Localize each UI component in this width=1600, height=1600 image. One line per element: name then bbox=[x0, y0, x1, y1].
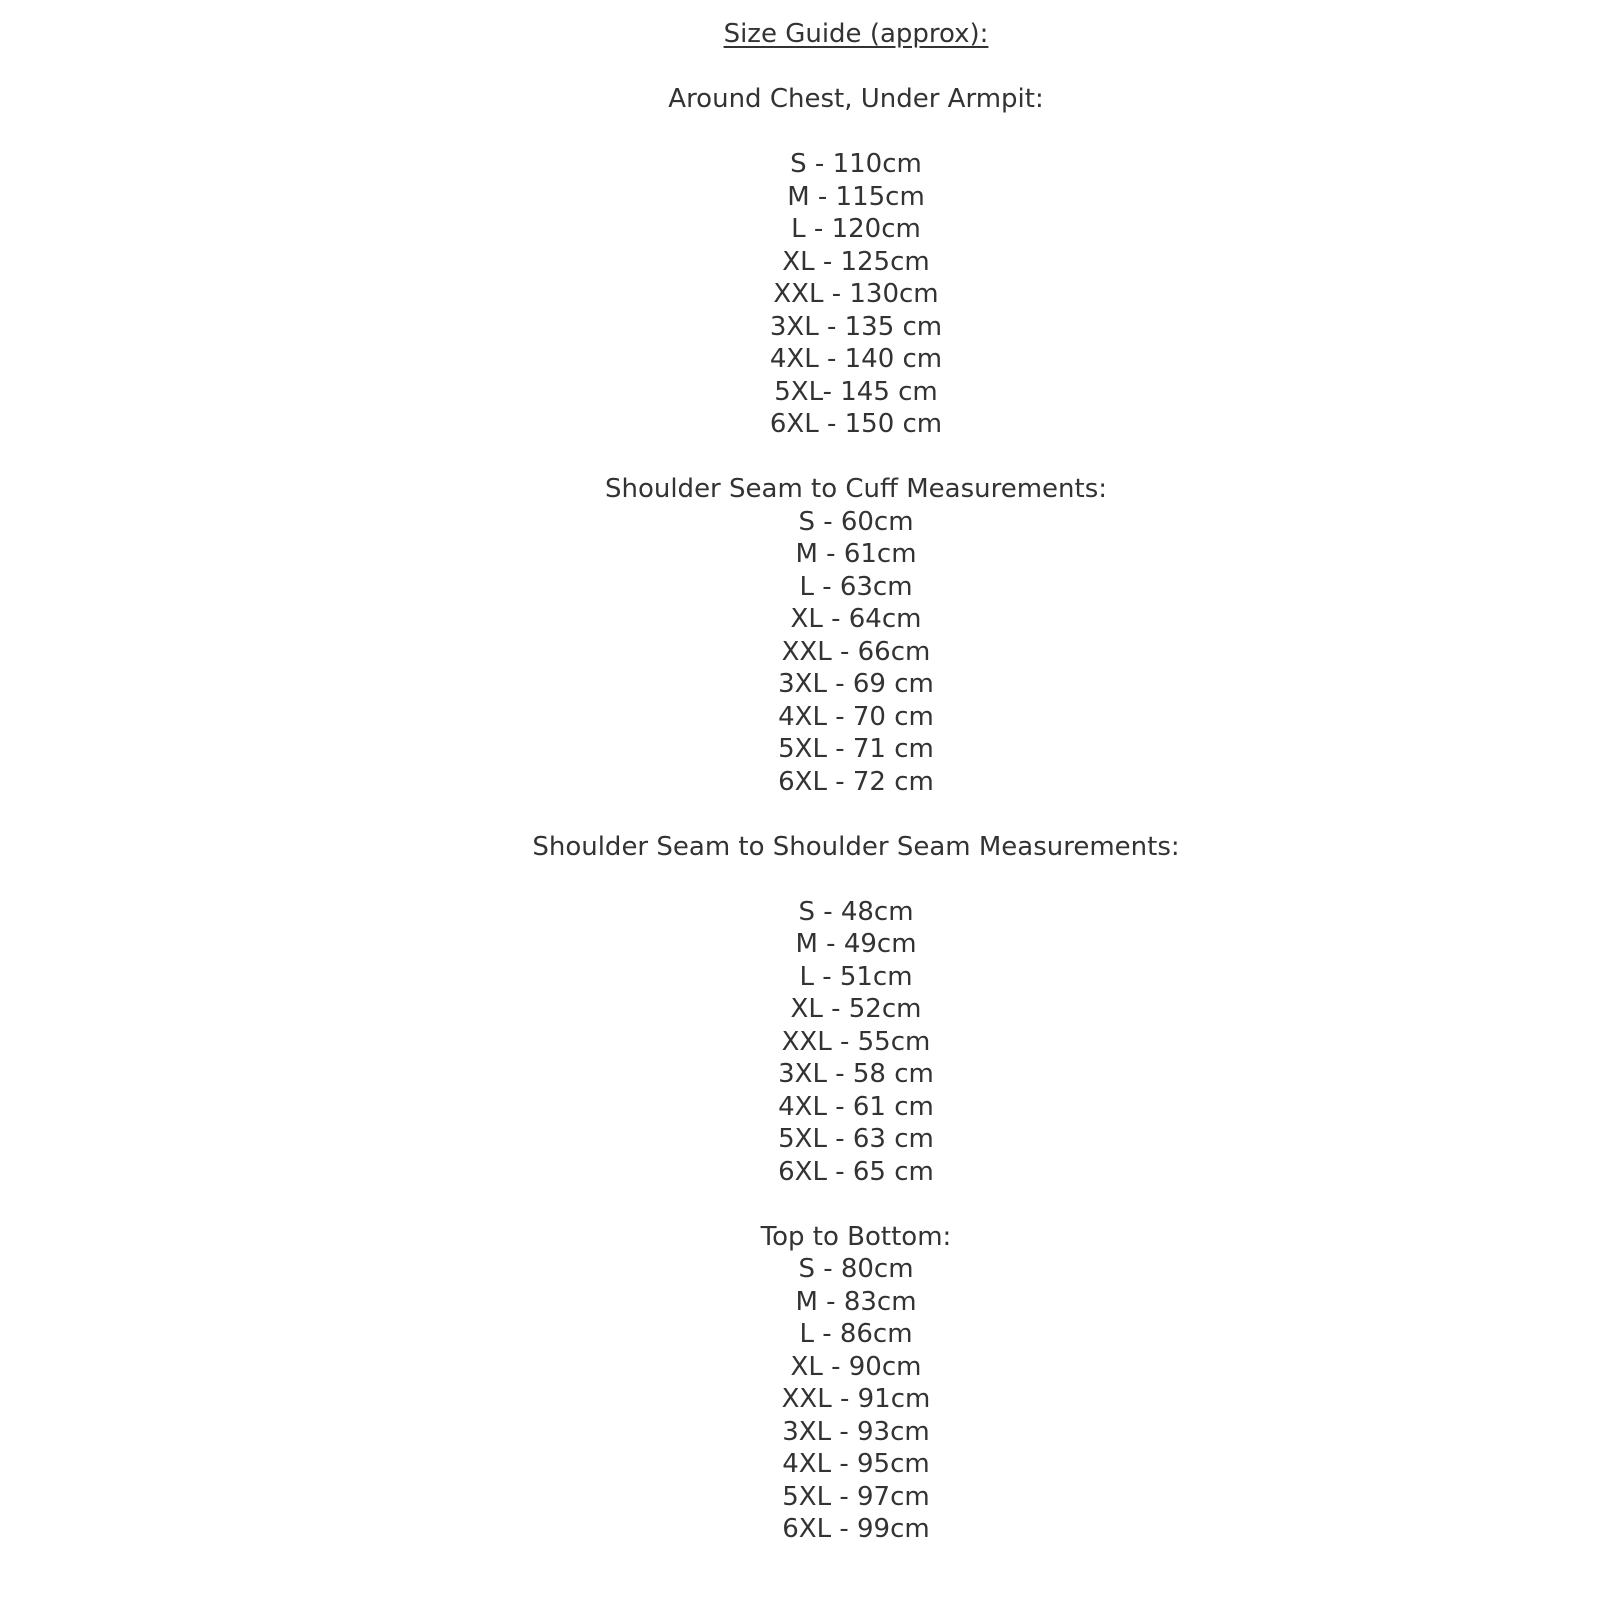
size-item: L - 51cm bbox=[799, 961, 913, 992]
size-item: 6XL - 72 cm bbox=[778, 766, 934, 797]
size-item: XL - 64cm bbox=[790, 604, 922, 634]
blank-line bbox=[112, 51, 1600, 84]
size-item: 4XL - 70 cm bbox=[778, 701, 934, 732]
size-item: 3XL - 69 cm bbox=[778, 669, 934, 699]
size-item: 5XL - 71 cm bbox=[778, 734, 934, 764]
size-item: 6XL - 150 cm bbox=[769, 409, 943, 439]
size-item: 3XL - 135 cm bbox=[769, 311, 943, 342]
section-heading: Shoulder Seam to Cuff Measurements: bbox=[604, 474, 1108, 504]
size-item: 5XL- 145 cm bbox=[774, 376, 938, 407]
blank-line bbox=[112, 116, 1600, 149]
size-item: L - 86cm bbox=[799, 1319, 913, 1349]
blank-line bbox=[112, 441, 1600, 474]
size-item: 5XL - 63 cm bbox=[778, 1124, 934, 1154]
size-item: L - 120cm bbox=[791, 214, 921, 244]
size-item: S - 110cm bbox=[790, 149, 922, 179]
size-item: 3XL - 58 cm bbox=[778, 1059, 934, 1089]
size-item: 3XL - 93cm bbox=[782, 1416, 930, 1447]
page-title: Size Guide (approx): bbox=[723, 19, 989, 49]
size-item: XL - 90cm bbox=[790, 1351, 922, 1382]
size-item: 5XL - 97cm bbox=[782, 1481, 930, 1512]
size-item: 4XL - 95cm bbox=[782, 1449, 930, 1479]
size-item: M - 61cm bbox=[795, 539, 917, 569]
size-guide-sections bbox=[112, 83, 1600, 1546]
size-item: S - 60cm bbox=[798, 506, 914, 537]
size-item: M - 83cm bbox=[795, 1286, 917, 1317]
size-item: XXL - 91cm bbox=[781, 1384, 931, 1414]
size-item: M - 49cm bbox=[795, 929, 917, 959]
size-item: XXL - 66cm bbox=[781, 636, 931, 667]
size-item: XL - 52cm bbox=[790, 994, 922, 1024]
size-item: 6XL - 99cm bbox=[782, 1514, 930, 1544]
size-item: XL - 125cm bbox=[782, 246, 930, 277]
size-item: M - 115cm bbox=[787, 181, 925, 212]
size-item: S - 80cm bbox=[798, 1254, 914, 1284]
size-item: 6XL - 65 cm bbox=[778, 1156, 934, 1187]
size-item: 4XL - 61 cm bbox=[778, 1091, 934, 1122]
size-item: XXL - 130cm bbox=[773, 279, 939, 309]
blank-line bbox=[112, 1188, 1600, 1221]
blank-line bbox=[112, 798, 1600, 831]
size-item: S - 48cm bbox=[798, 896, 914, 927]
size-item: XXL - 55cm bbox=[781, 1026, 931, 1057]
blank-line bbox=[112, 863, 1600, 896]
size-item: L - 63cm bbox=[799, 571, 913, 602]
section-heading: Around Chest, Under Armpit: bbox=[668, 84, 1044, 114]
section-heading: Top to Bottom: bbox=[760, 1221, 952, 1252]
section-heading: Shoulder Seam to Shoulder Seam Measurements: bbox=[532, 831, 1180, 862]
size-item: 4XL - 140 cm bbox=[769, 344, 943, 374]
